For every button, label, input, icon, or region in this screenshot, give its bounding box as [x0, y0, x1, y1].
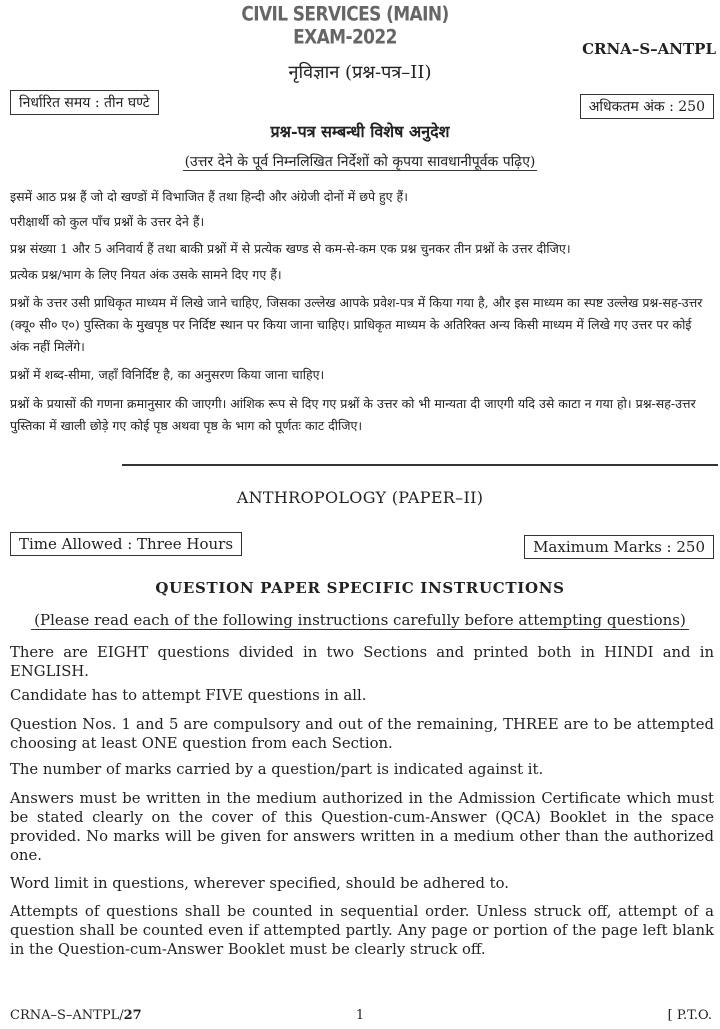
- hindi-subject-title: नृविज्ञान (प्रश्न-पत्र–II): [288, 62, 432, 83]
- page-number: 1: [355, 1008, 365, 1023]
- hindi-instructions-note: [0, 152, 720, 171]
- hindi-paragraph: इसमें आठ प्रश्न हैं जो दो खण्डों में विभाजित हैं तथा हिन्दी और अंग्रेजी दोनों में छपे हुए हैं।: [10, 189, 408, 204]
- english-paragraph: Candidate has to attempt FIVE questions in all.: [10, 687, 367, 704]
- hindi-paragraph: प्रश्नों में शब्द-सीमा, जहाँ विनिर्दिष्ट है, का अनुसरण किया जाना चाहिए।: [10, 367, 325, 382]
- hindi-time-allowed-box: निर्धारित समय : तीन घण्टे: [10, 90, 159, 115]
- english-instructions-heading: QUESTION PAPER SPECIFIC INSTRUCTIONS: [155, 579, 565, 597]
- hindi-max-marks-box: अधिकतम अंक : 250: [580, 94, 714, 119]
- english-paragraph: Question Nos. 1 and 5 are compulsory and out of the remaining, THREE are to be attempted choosing at least ONE question from each Section.: [10, 716, 714, 752]
- hindi-paragraph: प्रत्येक प्रश्न/भाग के लिए नियत अंक उसके सामने दिए गए हैं।: [10, 267, 282, 282]
- english-paragraph: Attempts of questions shall be counted in sequential order. Unless struck off, attempt of a question shall be counted even if attempted partly. Any page or portion of the page left blank in the Question-cum-Answer Booklet must be clearly struck off.: [10, 903, 714, 958]
- english-max-marks-box: Maximum Marks : 250: [524, 535, 714, 559]
- section-divider: [122, 464, 718, 466]
- footer-code-number: 27: [123, 1008, 142, 1023]
- exam-stamp: CIVIL SERVICES (MAIN) EXAM-2022: [241, 3, 449, 49]
- hindi-instructions-heading: प्रश्न-पत्र सम्बन्धी विशेष अनुदेश: [270, 122, 450, 141]
- english-subject-title: ANTHROPOLOGY (PAPER–II): [236, 488, 484, 507]
- english-paragraph: Answers must be written in the medium authorized in the Admission Certificate which must be stated clearly on the cover of this Question-cum-Answer (QCA) Booklet in the space provided. No marks will be given for answers written in a medium other than the authorized one.: [10, 790, 714, 864]
- hindi-paragraph: प्रश्न संख्या 1 और 5 अनिवार्य हैं तथा बाकी प्रश्नों में से प्रत्येक खण्ड से कम-से-कम एक प्रश्न चुनकर तीन प्रश्नों के उत्तर दीजिए।: [10, 241, 571, 256]
- english-paragraph: Word limit in questions, wherever specified, should be adhered to.: [10, 875, 509, 892]
- english-time-allowed-box: Time Allowed : Three Hours: [10, 532, 242, 556]
- hindi-paragraph: परीक्षार्थी को कुल पाँच प्रश्नों के उत्तर देने हैं।: [10, 214, 205, 229]
- hindi-paragraph: प्रश्नों के उत्तर उसी प्राधिकृत माध्यम में लिखे जाने चाहिए, जिसका उल्लेख आपके प्रवेश-पत्र में किया गया है, और इस माध्यम का स्पष्ट उल्लेख प्रश्न-सह-उत्तर (क्यू० सी० ए०) पुस्तिका के मुखपृष्ठ पर निर्दिष्ट स्थान पर किया जाना चाहिए। प्राधिकृत माध्यम के अतिरिक्त अन्य किसी माध्यम में लिखे गए उत्तर पर कोई अंक नहीं मिलेंगे।: [10, 295, 703, 354]
- pto-marker: [ P.T.O.: [667, 1008, 712, 1023]
- paper-code: CRNA–S–ANTPL: [582, 40, 716, 58]
- english-note-text: (Please read each of the following instructions carefully before attempting questions): [31, 611, 689, 630]
- english-paragraph: There are EIGHT questions divided in two Sections and printed both in HINDI and in ENGLISH.: [10, 644, 714, 680]
- english-paragraph: The number of marks carried by a question/part is indicated against it.: [10, 761, 544, 778]
- english-instructions-note: [0, 611, 720, 629]
- footer-code-text: CRNA–S–ANTPL/: [10, 1008, 124, 1023]
- hindi-paragraph: प्रश्नों के प्रयासों की गणना क्रमानुसार की जाएगी। आंशिक रूप से दिए गए प्रश्नों के उत्तर को भी मान्यता दी जाएगी यदि उसे काटा न गया हो। प्रश्न-सह-उत्तर पुस्तिका में खाली छोड़े गए कोई पृष्ठ अथवा पृष्ठ के भाग को पूर्णतः काट दीजिए।: [10, 396, 696, 433]
- hindi-note-text: (उत्तर देने के पूर्व निम्नलिखित निर्देशों को कृपया सावधानीपूर्वक पढ़िए): [184, 154, 536, 170]
